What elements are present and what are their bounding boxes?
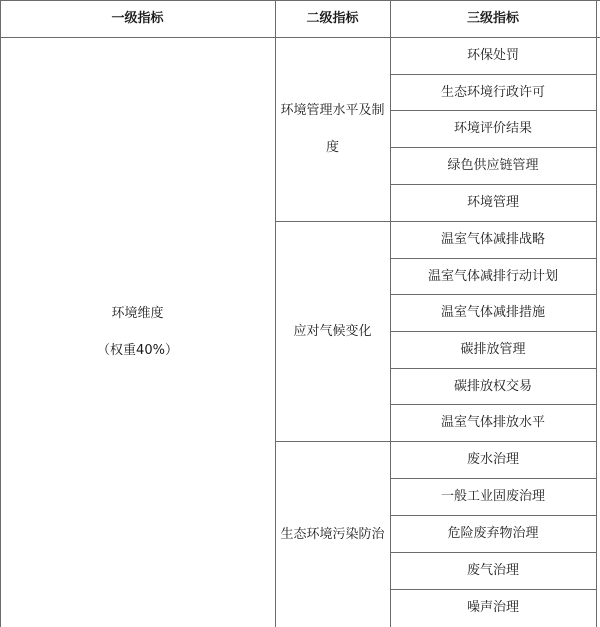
table-right-border (596, 0, 597, 627)
level3-cell: 环境管理 (466, 195, 519, 210)
level3-cell: 碳排放管理 (460, 342, 526, 357)
level3-cell: 环境评价结果 (453, 121, 532, 136)
level3-cell: 一般工业固废治理 (440, 489, 545, 504)
level3-cell: 生态环境行政许可 (440, 84, 545, 100)
level3-cell: 温室气体减排措施 (440, 305, 545, 320)
level3-cell: 危险废弃物治理 (447, 526, 539, 541)
level2-cell-management: 环境管理水平及制度 (280, 103, 385, 155)
header-level1: 一级指标 (111, 11, 164, 26)
level1-cell (0, 37, 275, 627)
level3-cell: 噪声治理 (466, 600, 519, 615)
level3-cell: 绿色供应链管理 (447, 158, 539, 173)
header-level2: 二级指标 (306, 11, 359, 26)
level3-cell: 温室气体减排战略 (440, 232, 545, 247)
level3-cell: 温室气体排放水平 (440, 415, 545, 430)
level3-cell: 碳排放权交易 (453, 378, 532, 394)
level1-label: 环境维度 (111, 306, 164, 321)
level1-weight: （权重40%） (97, 343, 178, 358)
level3-cell: 废水治理 (466, 452, 519, 467)
level3-cell: 废气治理 (466, 563, 519, 578)
level3-cell: 温室气体减排行动计划 (427, 268, 558, 284)
header-level3: 三级指标 (466, 11, 519, 26)
level3-cell: 环保处罚 (466, 48, 519, 63)
level2-cell-climate: 应对气候变化 (293, 323, 372, 339)
level2-cell-pollution: 生态环境污染防治 (280, 526, 385, 542)
